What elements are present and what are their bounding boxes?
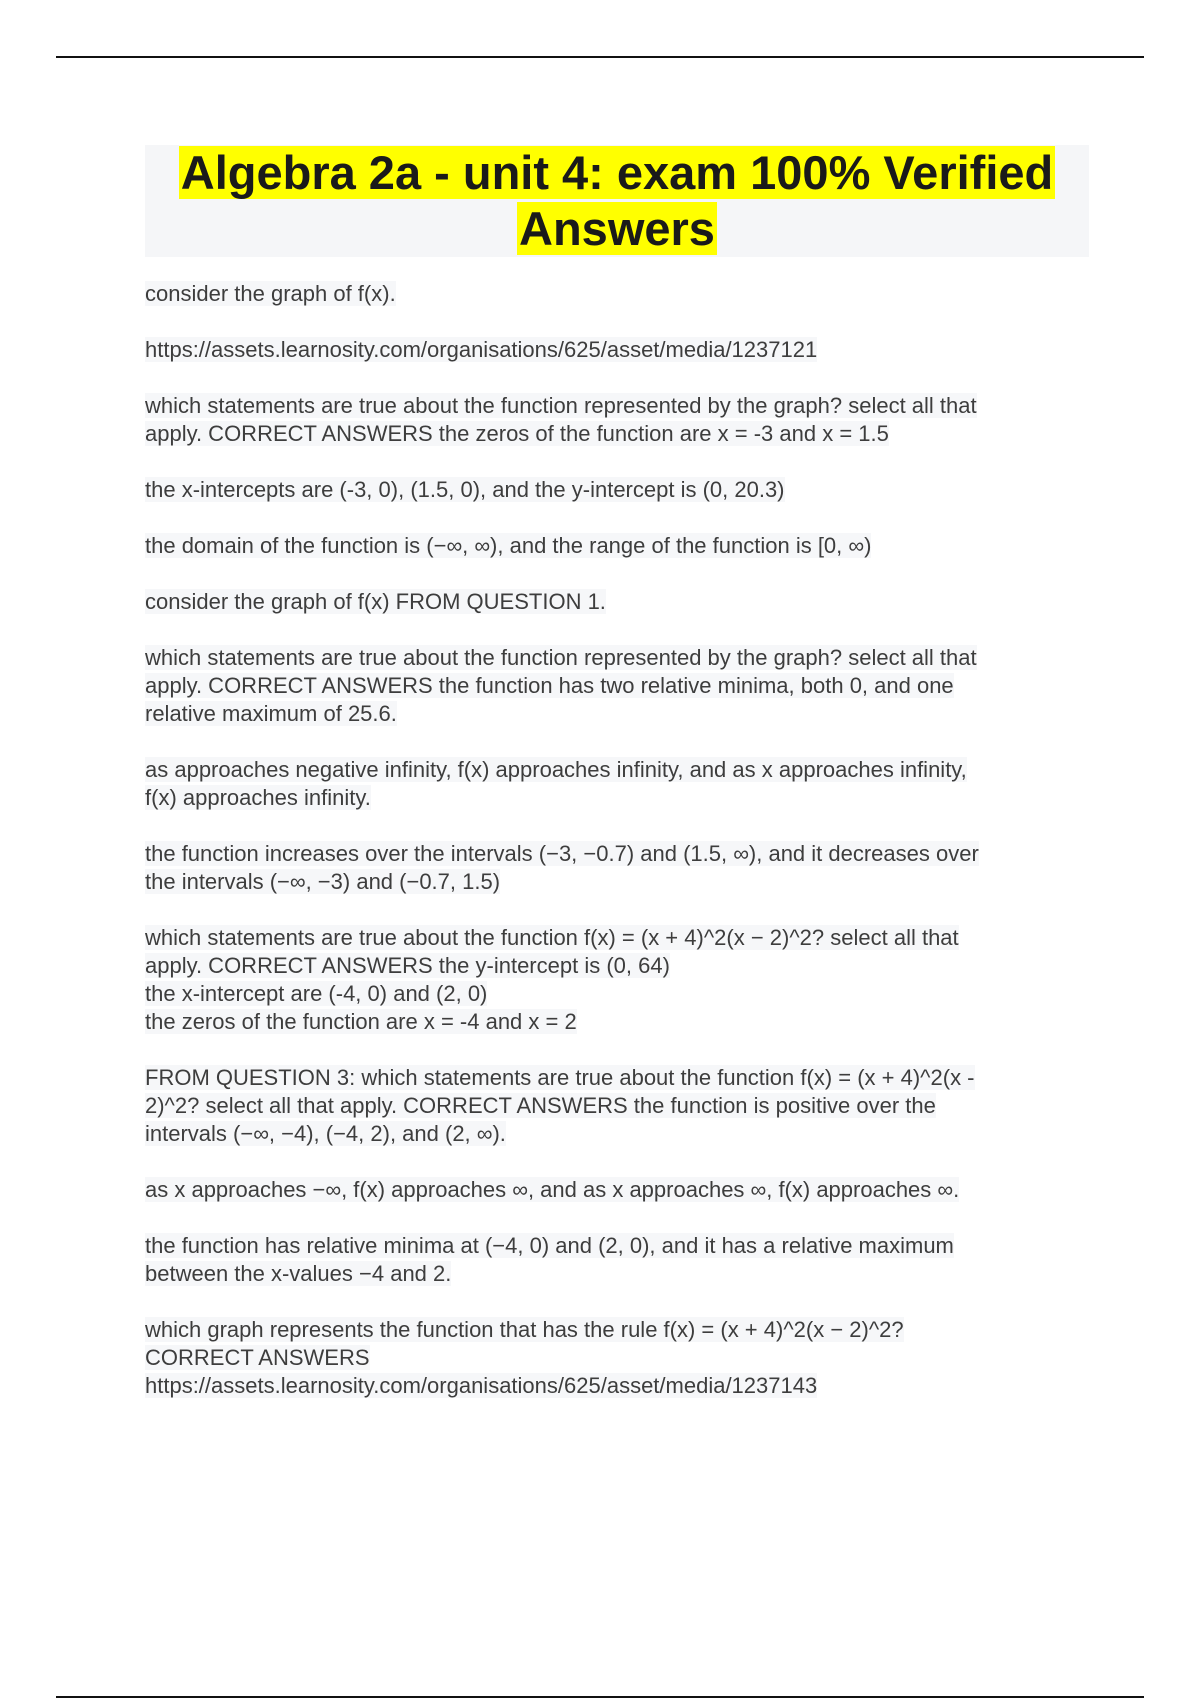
paragraph-line bbox=[145, 784, 1089, 812]
paragraph-line bbox=[145, 392, 1089, 420]
paragraph-text: the intervals (−∞, −3) and (−0.7, 1.5) bbox=[145, 869, 501, 894]
paragraph-text: consider the graph of f(x) FROM QUESTION 1. bbox=[145, 589, 606, 614]
paragraph bbox=[145, 1176, 1089, 1204]
paragraph-text: CORRECT ANSWERS bbox=[145, 1345, 370, 1370]
page-title-line-2 bbox=[517, 201, 717, 257]
paragraph-line bbox=[145, 1008, 1089, 1036]
paragraph-line bbox=[145, 1260, 1089, 1288]
paragraph-line bbox=[145, 672, 1089, 700]
paragraph-line bbox=[145, 1232, 1089, 1260]
paragraph-text: apply. CORRECT ANSWERS the zeros of the function are x = -3 and x = 1.5 bbox=[145, 421, 889, 446]
paragraph-line bbox=[145, 924, 1089, 952]
paragraph-text: https://assets.learnosity.com/organisations/625/asset/media/1237143 bbox=[145, 1373, 818, 1398]
paragraph bbox=[145, 588, 1089, 616]
paragraph-line bbox=[145, 1316, 1089, 1344]
page-title-line-1 bbox=[179, 145, 1055, 201]
paragraph-text: which statements are true about the function f(x) = (x + 4)^2(x − 2)^2? select all that bbox=[145, 925, 959, 950]
paragraph-text: relative maximum of 25.6. bbox=[145, 701, 397, 726]
paragraph bbox=[145, 392, 1089, 448]
page-title-text-1: Algebra 2a - unit 4: exam 100% Verified bbox=[180, 146, 1054, 199]
paragraph-line bbox=[145, 840, 1089, 868]
page-title-text-2: Answers bbox=[519, 202, 715, 255]
paragraph-line bbox=[145, 1120, 1089, 1148]
paragraph bbox=[145, 1316, 1089, 1400]
paragraph-line bbox=[145, 1176, 1089, 1204]
document-body bbox=[145, 280, 1089, 1428]
paragraph-line bbox=[145, 980, 1089, 1008]
paragraph bbox=[145, 476, 1089, 504]
paragraph bbox=[145, 644, 1089, 728]
paragraph-text: the x-intercepts are (-3, 0), (1.5, 0), and the y-intercept is (0, 20.3) bbox=[145, 477, 785, 502]
paragraph-text: FROM QUESTION 3: which statements are true about the function f(x) = (x + 4)^2(x - bbox=[145, 1065, 975, 1090]
paragraph-text: between the x-values −4 and 2. bbox=[145, 1261, 452, 1286]
paragraph-text: https://assets.learnosity.com/organisations/625/asset/media/1237121 bbox=[145, 337, 818, 362]
paragraph-line bbox=[145, 1372, 1089, 1400]
paragraph-text: f(x) approaches infinity. bbox=[145, 785, 371, 810]
paragraph bbox=[145, 1064, 1089, 1148]
paragraph-text: the x-intercept are (-4, 0) and (2, 0) bbox=[145, 981, 488, 1006]
paragraph bbox=[145, 336, 1089, 364]
paragraph bbox=[145, 840, 1089, 896]
bottom-rule bbox=[56, 1696, 1144, 1698]
paragraph-text: the function increases over the intervals (−3, −0.7) and (1.5, ∞), and it decreases over bbox=[145, 841, 979, 866]
top-rule bbox=[56, 56, 1144, 58]
paragraph-line bbox=[145, 336, 1089, 364]
paragraph-text: intervals (−∞, −4), (−4, 2), and (2, ∞). bbox=[145, 1121, 506, 1146]
paragraph-text: which graph represents the function that has the rule f(x) = (x + 4)^2(x − 2)^2? bbox=[145, 1317, 904, 1342]
paragraph-line bbox=[145, 280, 1089, 308]
paragraph-text: which statements are true about the function represented by the graph? select all that bbox=[145, 645, 977, 670]
paragraph-line bbox=[145, 952, 1089, 980]
paragraph-text: as approaches negative infinity, f(x) approaches infinity, and as x approaches infinity, bbox=[145, 757, 967, 782]
paragraph-text: which statements are true about the function represented by the graph? select all that bbox=[145, 393, 977, 418]
paragraph-line bbox=[145, 644, 1089, 672]
paragraph-line bbox=[145, 756, 1089, 784]
paragraph-text: apply. CORRECT ANSWERS the function has two relative minima, both 0, and one bbox=[145, 673, 954, 698]
paragraph-line bbox=[145, 868, 1089, 896]
paragraph-text: as x approaches −∞, f(x) approaches ∞, and as x approaches ∞, f(x) approaches ∞. bbox=[145, 1177, 960, 1202]
paragraph-text: the function has relative minima at (−4, 0) and (2, 0), and it has a relative maximum bbox=[145, 1233, 954, 1258]
paragraph-text: the zeros of the function are x = -4 and x = 2 bbox=[145, 1009, 577, 1034]
paragraph-text: the domain of the function is (−∞, ∞), and the range of the function is [0, ∞) bbox=[145, 533, 872, 558]
paragraph-text: apply. CORRECT ANSWERS the y-intercept is (0, 64) bbox=[145, 953, 670, 978]
paragraph-text: consider the graph of f(x). bbox=[145, 281, 396, 306]
paragraph-line bbox=[145, 476, 1089, 504]
paragraph-line bbox=[145, 1092, 1089, 1120]
title-block bbox=[145, 145, 1089, 257]
paragraph-line bbox=[145, 532, 1089, 560]
paragraph bbox=[145, 756, 1089, 812]
paragraph-line bbox=[145, 1344, 1089, 1372]
paragraph bbox=[145, 280, 1089, 308]
paragraph-line bbox=[145, 700, 1089, 728]
paragraph-line bbox=[145, 588, 1089, 616]
paragraph bbox=[145, 1232, 1089, 1288]
paragraph-text: 2)^2? select all that apply. CORRECT ANSWERS the function is positive over the bbox=[145, 1093, 936, 1118]
paragraph bbox=[145, 924, 1089, 1036]
paragraph bbox=[145, 532, 1089, 560]
paragraph-line bbox=[145, 1064, 1089, 1092]
paragraph-line bbox=[145, 420, 1089, 448]
